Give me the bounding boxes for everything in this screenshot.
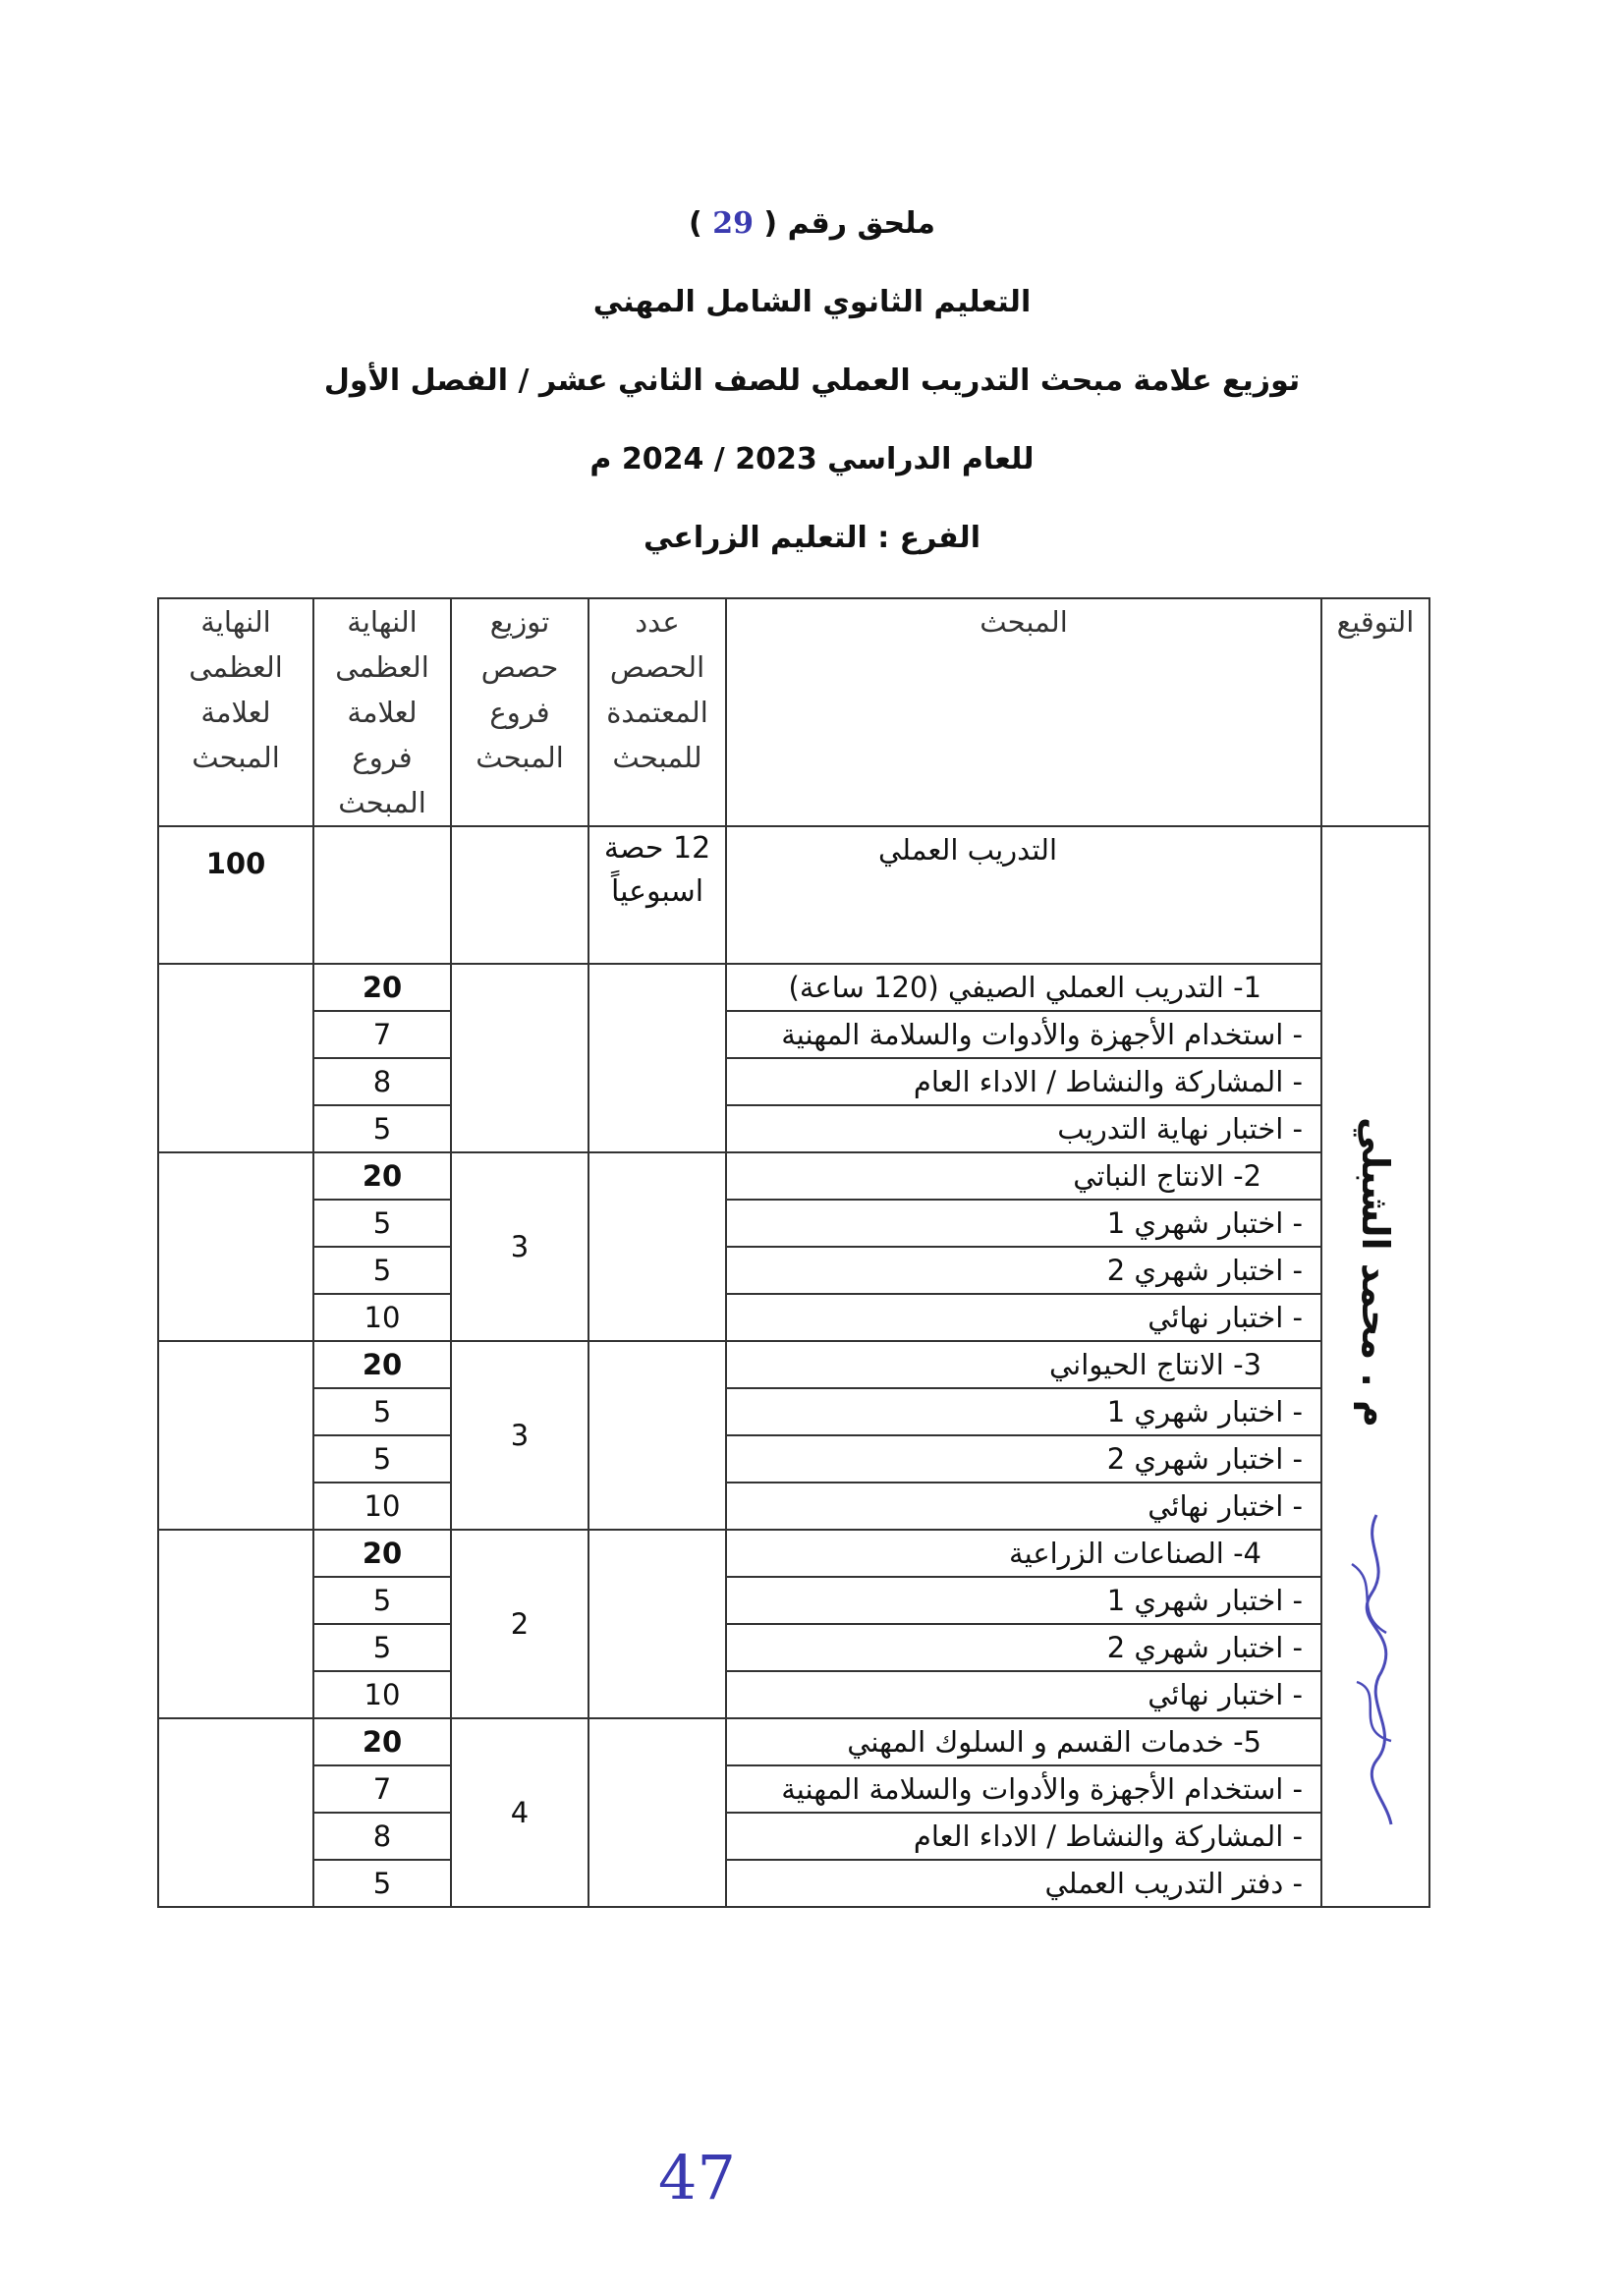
item-mark: 8	[313, 1813, 451, 1860]
table-row	[158, 1435, 1429, 1483]
main-branch-periods	[451, 826, 588, 964]
distribution-title: توزيع علامة مبحث التدريب العملي للصف الثاني عشر / الفصل الأول	[323, 364, 1301, 398]
table-row	[158, 1247, 1429, 1294]
section-title: 2- الانتاج النباتي	[726, 1152, 1321, 1200]
item-mark: 5	[313, 1200, 451, 1247]
section-title: 3- الانتاج الحيواني	[726, 1341, 1321, 1388]
section-subject-max	[158, 1341, 313, 1530]
table-row	[158, 1530, 1429, 1577]
header-subject-max: النهاية العظمى لعلامة المبحث	[158, 598, 313, 826]
item-label: - اختبار نهائي	[726, 1294, 1321, 1341]
table-row	[158, 1341, 1429, 1388]
marks-table	[157, 597, 1430, 1908]
table-row	[158, 1058, 1429, 1105]
item-label: - اختبار شهري 2	[726, 1247, 1321, 1294]
section-periods	[588, 1530, 726, 1718]
table-row	[158, 1718, 1429, 1765]
item-mark: 10	[313, 1294, 451, 1341]
table-row	[158, 1813, 1429, 1860]
item-label: - اختبار نهاية التدريب	[726, 1105, 1321, 1152]
annex-label: ملحق رقم	[787, 206, 935, 241]
header-subject: المبحث	[726, 598, 1321, 826]
table-header-row	[158, 598, 1429, 826]
table-row	[158, 1577, 1429, 1624]
table-row	[158, 1152, 1429, 1200]
table-row	[158, 1105, 1429, 1152]
item-mark: 10	[313, 1671, 451, 1718]
section-periods	[588, 1152, 726, 1341]
header-branch-max: النهاية العظمى لعلامة فروع المبحث	[313, 598, 451, 826]
annex-number: 29	[712, 206, 754, 241]
table-row	[158, 1671, 1429, 1718]
section-branch-periods: 4	[451, 1718, 588, 1907]
table-row	[158, 1294, 1429, 1341]
table-row	[158, 1483, 1429, 1530]
item-label: - اختبار شهري 1	[726, 1577, 1321, 1624]
item-mark: 5	[313, 1577, 451, 1624]
item-label: - دفتر التدريب العملي	[726, 1860, 1321, 1907]
main-periods: 12 حصة اسبوعياً	[588, 826, 726, 964]
header-periods: عدد الحصص المعتمدة للمبحث	[588, 598, 726, 826]
item-label: - اختبار شهري 1	[726, 1200, 1321, 1247]
item-mark: 10	[313, 1483, 451, 1530]
item-mark: 5	[313, 1105, 451, 1152]
section-title: 5- خدمات القسم و السلوك المهني	[726, 1718, 1321, 1765]
item-mark: 5	[313, 1435, 451, 1483]
item-label: - اختبار شهري 2	[726, 1624, 1321, 1671]
item-label: - اختبار شهري 2	[726, 1435, 1321, 1483]
section-total: 20	[313, 1152, 451, 1200]
section-branch-periods: 3	[451, 1341, 588, 1530]
section-branch-periods	[451, 964, 588, 1152]
section-total: 20	[313, 1341, 451, 1388]
signature-name: م . محمد الشبلي	[1354, 1117, 1397, 1427]
header-signature: التوقيع	[1321, 598, 1429, 826]
table-row	[158, 1860, 1429, 1907]
section-subject-max	[158, 964, 313, 1152]
program-title: التعليم الثانوي الشامل المهني	[592, 285, 1032, 319]
header-branch-periods: توزيع حصص فروع المبحث	[451, 598, 588, 826]
item-label: - استخدام الأجهزة والأدوات والسلامة المهنية	[726, 1765, 1321, 1813]
item-label: - استخدام الأجهزة والأدوات والسلامة المهنية	[726, 1011, 1321, 1058]
signature-cell	[1321, 826, 1429, 1907]
section-total: 20	[313, 1718, 451, 1765]
section-periods	[588, 1341, 726, 1530]
section-title: 4- الصناعات الزراعية	[726, 1530, 1321, 1577]
section-total: 20	[313, 1530, 451, 1577]
item-mark: 5	[313, 1860, 451, 1907]
academic-year: للعام الدراسي 2023 / 2024 م	[589, 442, 1035, 476]
section-branch-periods: 2	[451, 1530, 588, 1718]
table-row-main	[158, 826, 1429, 964]
table-row	[158, 1388, 1429, 1435]
item-mark: 7	[313, 1765, 451, 1813]
section-periods	[588, 1718, 726, 1907]
annex-title: ملحق رقم ( 29 )	[689, 206, 935, 241]
item-mark: 7	[313, 1011, 451, 1058]
section-subject-max	[158, 1718, 313, 1907]
main-subject-max: 100	[158, 826, 313, 964]
item-label: - المشاركة والنشاط / الاداء العام	[726, 1813, 1321, 1860]
table-row	[158, 1765, 1429, 1813]
item-mark: 5	[313, 1388, 451, 1435]
section-branch-periods: 3	[451, 1152, 588, 1341]
section-title: 1- التدريب العملي الصيفي (120 ساعة)	[726, 964, 1321, 1011]
item-mark: 5	[313, 1247, 451, 1294]
table-row	[158, 964, 1429, 1011]
item-label: - اختبار نهائي	[726, 1671, 1321, 1718]
item-mark: 8	[313, 1058, 451, 1105]
table-row	[158, 1624, 1429, 1671]
section-total: 20	[313, 964, 451, 1011]
main-branch-max	[313, 826, 451, 964]
table-row	[158, 1011, 1429, 1058]
main-subject: التدريب العملي	[726, 826, 1321, 964]
item-label: - اختبار شهري 1	[726, 1388, 1321, 1435]
item-mark: 5	[313, 1624, 451, 1671]
signature-scribble	[1332, 1505, 1421, 1829]
page-number: 47	[658, 2142, 736, 2213]
item-label: - المشاركة والنشاط / الاداء العام	[726, 1058, 1321, 1105]
section-periods	[588, 964, 726, 1152]
branch-title: الفرع : التعليم الزراعي	[644, 521, 980, 555]
item-label: - اختبار نهائي	[726, 1483, 1321, 1530]
section-subject-max	[158, 1152, 313, 1341]
section-subject-max	[158, 1530, 313, 1718]
table-row	[158, 1200, 1429, 1247]
